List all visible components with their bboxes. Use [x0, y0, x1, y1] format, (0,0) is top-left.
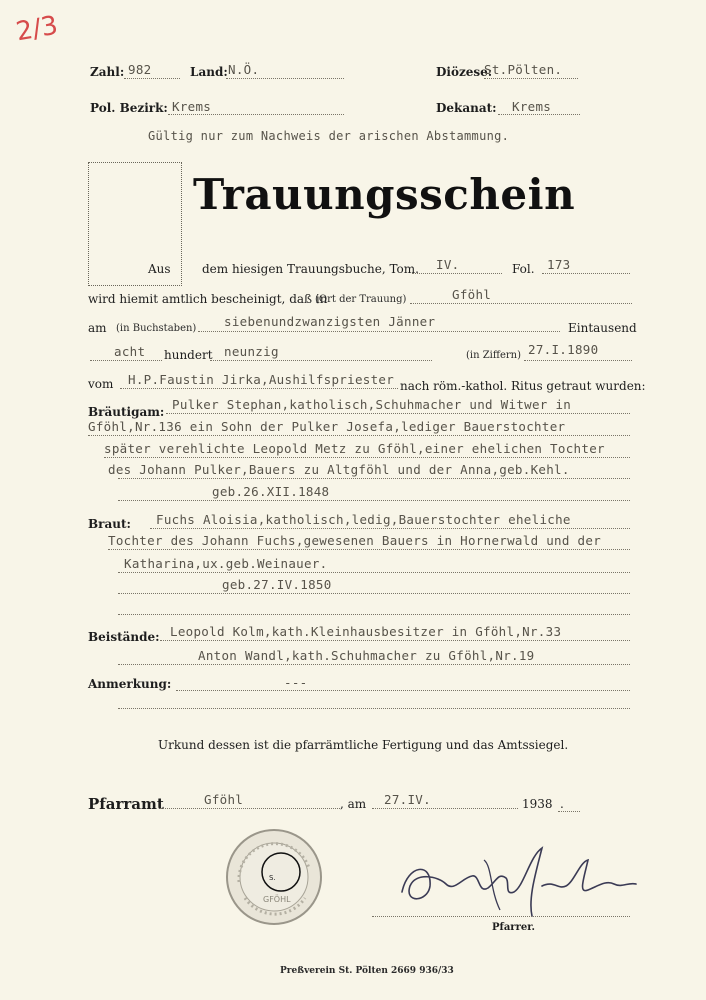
date-words-value: siebenundzwanzigsten Jänner — [224, 314, 436, 329]
digits-hint: (in Ziffern) — [466, 350, 522, 361]
groom-rule-1 — [166, 413, 630, 414]
bride-rule-5 — [118, 614, 630, 615]
zahl-line — [124, 78, 180, 79]
bride-rule-1 — [150, 528, 630, 529]
book-label: dem hiesigen Trauungsbuche, Tom. — [202, 262, 419, 276]
date-digits-line — [524, 360, 632, 361]
dioezese-line — [484, 78, 578, 79]
bride-line-4: geb.27.IV.1850 — [222, 577, 332, 592]
land-value: N.Ö. — [228, 62, 260, 77]
bride-line-3: Katharina,ux.geb.Weinauer. — [124, 556, 328, 571]
remarks-rule-1 — [176, 690, 630, 691]
date-digits-value: 27.I.1890 — [528, 342, 599, 357]
place-label: wird hiemit amtlich bescheinigt, daß in — [88, 292, 328, 306]
parish-seal — [225, 828, 323, 926]
groom-line-1: Pulker Stephan,katholisch,Schuhmacher und Witwer in — [172, 397, 572, 412]
place-value: Gföhl — [452, 287, 492, 302]
parish-place-value: Gföhl — [204, 792, 244, 807]
corner-note: 2/3 — [13, 10, 61, 48]
dekanat-line — [498, 114, 580, 115]
remarks-label: Anmerkung: — [88, 677, 172, 691]
words-hint: (in Buchstaben) — [116, 323, 197, 334]
groom-line-4: des Johann Pulker,Bauers zu Altgföhl und der Anna,geb.Kehl. — [108, 462, 570, 477]
parish-year-value: 1938 — [522, 797, 553, 811]
hundert-label: hundert — [164, 348, 213, 362]
seal-place: GFÖHL — [263, 895, 291, 904]
zahl-label: Zahl: — [90, 65, 125, 79]
witness-rule-1 — [160, 640, 630, 641]
am-label: am — [88, 321, 107, 335]
groom-rule-5 — [118, 500, 630, 501]
bride-line-2: Tochter des Johann Fuchs,gewesenen Bauers in Hornerwald und der — [108, 533, 602, 548]
groom-line-2: Gföhl,Nr.136 ein Sohn der Pulker Josefa,lediger Bauerstochter — [88, 419, 566, 434]
priest-value: H.P.Faustin Jirka,Aushilfspriester — [128, 372, 395, 387]
witnesses-label: Beistände: — [88, 630, 160, 644]
priest-line — [120, 388, 398, 389]
fol-line — [542, 273, 630, 274]
bride-rule-2 — [108, 549, 630, 550]
bride-line-1: Fuchs Aloisia,katholisch,ledig,Bauerstochter eheliche — [156, 512, 571, 527]
groom-rule-3 — [104, 457, 630, 458]
dioezese-label: Diözese: — [436, 65, 493, 79]
groom-line-5: geb.26.XII.1848 — [212, 484, 330, 499]
vom-label: vom — [88, 377, 114, 391]
land-line — [226, 78, 344, 79]
bride-label: Braut: — [88, 517, 131, 531]
acht-value: acht — [114, 344, 146, 359]
witness-rule-2 — [118, 664, 630, 665]
parish-year-suffix: . — [560, 797, 564, 811]
parish-place-line — [160, 808, 340, 809]
land-label: Land: — [190, 65, 228, 79]
pastor-signature — [392, 842, 644, 922]
validity-note: Gültig nur zum Nachweis der arischen Abstammung. — [148, 129, 510, 143]
tom-value: IV. — [436, 257, 460, 272]
eintausend-label: Eintausend — [568, 321, 637, 335]
remarks-rule-2 — [118, 708, 630, 709]
bezirk-line — [168, 114, 344, 115]
parish-date-value: 27.IV. — [384, 792, 431, 807]
pfarramt-label: Pfarramt — [88, 795, 164, 813]
bride-rule-4 — [118, 593, 630, 594]
rite-label: nach röm.-kathol. Ritus getraut wurden: — [400, 379, 646, 393]
printer-footer: Preßverein St. Pölten 2669 936/33 — [280, 966, 454, 976]
aus-label: Aus — [148, 262, 171, 276]
fol-label: Fol. — [512, 262, 535, 276]
remarks-value: --- — [284, 675, 308, 690]
place-line — [410, 303, 632, 304]
acht-line — [90, 360, 162, 361]
fol-value: 173 — [547, 257, 571, 272]
groom-rule-2 — [88, 435, 630, 436]
parish-date-line — [372, 808, 518, 809]
dekanat-label: Dekanat: — [436, 101, 497, 115]
signature-line — [372, 916, 630, 917]
neunzig-value: neunzig — [224, 344, 279, 359]
neunzig-line — [210, 360, 432, 361]
bezirk-value: Krems — [172, 99, 212, 114]
bride-rule-3 — [118, 572, 630, 573]
bezirk-label: Pol. Bezirk: — [90, 101, 168, 115]
groom-line-3: später verehlichte Leopold Metz zu Gföhl,einer ehelichen Tochter — [104, 441, 605, 456]
document-title: Trauungsschein — [193, 170, 576, 219]
dekanat-value: Krems — [512, 99, 552, 114]
attestation-text: Urkund dessen ist die pfarrämtliche Fertigung und das Amtssiegel. — [158, 738, 569, 752]
place-hint: (Ort der Trauung) — [315, 294, 407, 305]
groom-label: Bräutigam: — [88, 405, 165, 419]
witness-line-1: Leopold Kolm,kath.Kleinhausbesitzer in Gföhl,Nr.33 — [170, 624, 562, 639]
tom-line — [412, 273, 502, 274]
witness-line-2: Anton Wandl,kath.Schuhmacher zu Gföhl,Nr.19 — [198, 648, 535, 663]
pfarrer-label: Pfarrer. — [492, 922, 536, 933]
zahl-value: 982 — [128, 62, 152, 77]
parish-am-label: , am — [340, 797, 367, 811]
parish-year-line — [558, 811, 580, 812]
groom-rule-4 — [118, 478, 630, 479]
seal-center: S. — [269, 874, 276, 882]
dioezese-value: St.Pölten. — [484, 62, 563, 77]
date-words-line — [198, 331, 560, 332]
